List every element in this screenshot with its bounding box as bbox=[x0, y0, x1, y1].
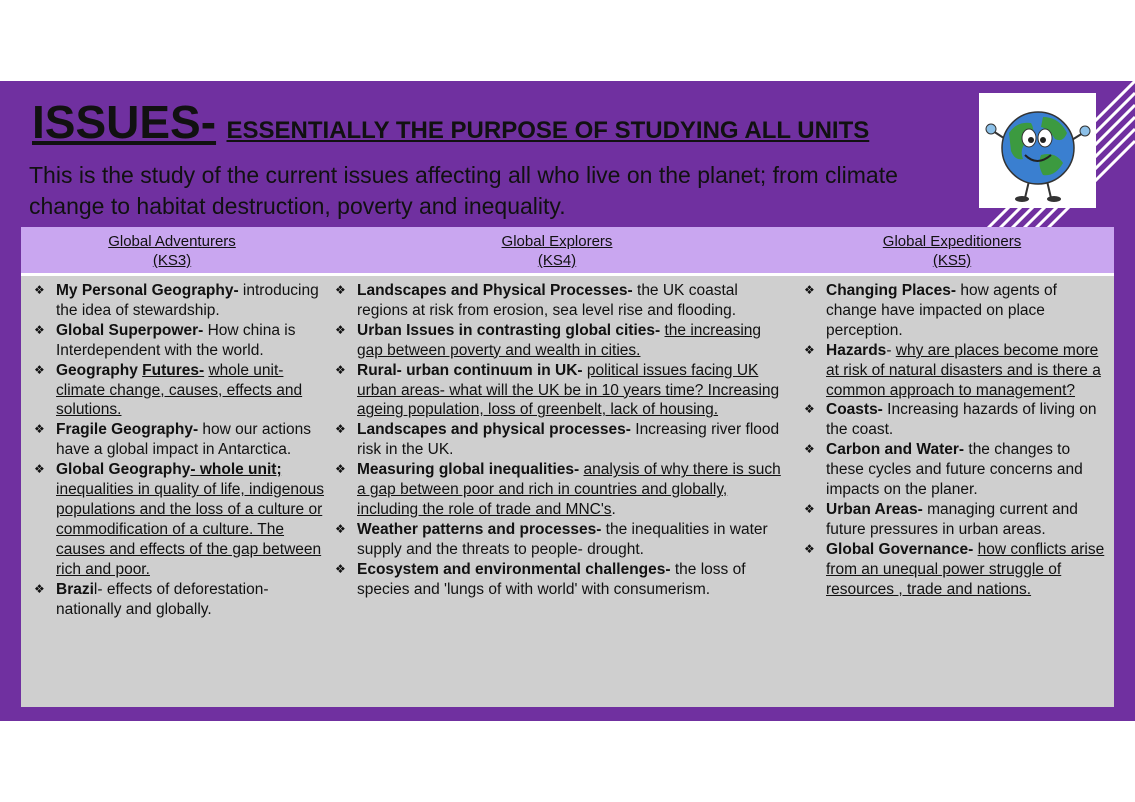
item-heading: My Personal Geography- bbox=[56, 282, 239, 299]
diamond-bullet-icon: ❖ bbox=[335, 322, 346, 337]
item-text: the UK coastal regions at risk from erosion, sea level rise and flooding. bbox=[357, 282, 738, 319]
item-heading: Global Superpower- bbox=[56, 321, 204, 339]
page-title bbox=[32, 95, 869, 149]
slide bbox=[0, 81, 1135, 721]
item-text: Increasing hazards of living on the coast. bbox=[826, 401, 1097, 439]
item-heading: Carbon and Water- bbox=[826, 441, 965, 459]
item-heading: Changing Places- bbox=[826, 282, 957, 299]
item-text: - bbox=[886, 341, 896, 359]
column-ks4-list bbox=[331, 281, 783, 600]
item-text: . bbox=[611, 500, 616, 518]
diamond-bullet-icon: ❖ bbox=[804, 442, 815, 457]
diamond-bullet-icon: ❖ bbox=[34, 462, 45, 477]
item-text: the increasing gap between poverty and wealth in cities. bbox=[357, 321, 762, 359]
item-heading: Hazards bbox=[826, 341, 887, 359]
diamond-bullet-icon: ❖ bbox=[335, 422, 346, 437]
diamond-bullet-icon: ❖ bbox=[34, 581, 45, 596]
diamond-bullet-icon: ❖ bbox=[34, 362, 45, 377]
item-text: the inequalities in water supply and the threats to people- drought. bbox=[357, 520, 768, 558]
list-item bbox=[800, 281, 1107, 341]
diamond-bullet-icon: ❖ bbox=[34, 322, 45, 337]
item-heading: Global Governance- bbox=[826, 540, 974, 558]
item-heading: Rural- urban continuum in UK- bbox=[357, 361, 583, 379]
intro-text: This is the study of the current issues affecting all who live on the planet; from climate change to habitat destruction, poverty and inequality. bbox=[29, 162, 898, 219]
item-text: how conflicts arise from an unequal power struggle of resources , trade and nations. bbox=[826, 540, 1105, 598]
diamond-bullet-icon: ❖ bbox=[804, 342, 815, 357]
item-heading: Brazi bbox=[56, 580, 94, 598]
item-text: why are places become more at risk of natural disasters and is there a common approach to management? bbox=[826, 341, 1101, 399]
diamond-bullet-icon: ❖ bbox=[804, 283, 815, 297]
diamond-bullet-icon: ❖ bbox=[335, 462, 346, 477]
diamond-bullet-icon: ❖ bbox=[335, 561, 346, 576]
table-header-row bbox=[21, 227, 1114, 273]
item-text: whole unit- climate change, causes, effects and solutions. bbox=[56, 361, 303, 419]
item-text: how agents of change have impacted on place perception. bbox=[826, 282, 1057, 339]
list-item bbox=[331, 420, 783, 460]
item-text: the changes to these cycles and future concerns and impacts on the planer. bbox=[826, 441, 1083, 499]
item-text: inequalities in quality of life, indigenous populations and the loss of a culture or commodification of a culture. The causes and effects of the gap between rich and poor. bbox=[56, 481, 324, 578]
list-item bbox=[30, 281, 330, 321]
diamond-bullet-icon: ❖ bbox=[804, 501, 815, 516]
item-heading: Geography bbox=[56, 361, 143, 379]
diamond-bullet-icon: ❖ bbox=[34, 422, 45, 437]
item-heading: Global Geography bbox=[56, 461, 191, 479]
item-text: how our actions have a global impact in Antarctica. bbox=[56, 421, 311, 459]
item-heading: Measuring global inequalities- bbox=[357, 461, 580, 479]
item-text: l- effects of deforestation- nationally and globally. bbox=[56, 580, 269, 618]
list-item bbox=[30, 321, 330, 361]
list-item bbox=[800, 540, 1107, 600]
item-text: Increasing river flood risk in the UK. bbox=[357, 421, 780, 459]
item-heading: Urban Areas- bbox=[826, 500, 923, 518]
item-text: managing current and future pressures in urban areas. bbox=[826, 500, 1078, 538]
list-item bbox=[30, 420, 330, 460]
list-item bbox=[30, 361, 330, 421]
earth-character-image bbox=[979, 93, 1096, 208]
list-item bbox=[331, 560, 783, 600]
item-text: the loss of species and 'lungs of with world' with consumerism. bbox=[357, 560, 746, 598]
diamond-bullet-icon: ❖ bbox=[34, 283, 45, 297]
list-item bbox=[331, 361, 783, 421]
diamond-bullet-icon: ❖ bbox=[335, 521, 346, 536]
list-item bbox=[331, 281, 783, 321]
item-heading: Ecosystem and environmental challenges- bbox=[357, 560, 671, 578]
earth-icon bbox=[979, 93, 1096, 208]
list-item bbox=[331, 520, 783, 560]
item-heading: Landscapes and physical processes- bbox=[357, 421, 631, 439]
item-heading: Urban Issues in contrasting global cities- bbox=[357, 321, 661, 339]
list-item bbox=[800, 341, 1107, 401]
title-main: ISSUES- bbox=[32, 96, 217, 148]
item-heading: Weather patterns and processes- bbox=[357, 520, 602, 538]
list-item bbox=[800, 400, 1107, 440]
item-heading: Futures- bbox=[142, 361, 205, 379]
diamond-bullet-icon: ❖ bbox=[804, 402, 815, 417]
list-item bbox=[30, 580, 330, 620]
list-item bbox=[331, 460, 783, 520]
item-heading: Fragile Geography- bbox=[56, 421, 199, 439]
column-ks5-list bbox=[800, 281, 1107, 600]
list-item bbox=[331, 321, 783, 361]
units-table bbox=[21, 227, 1114, 707]
list-item bbox=[30, 460, 330, 579]
list-item bbox=[800, 440, 1107, 500]
item-text: analysis of why there is such a gap between poor and rich in countries and globally, including the role of trade and MNC's bbox=[357, 461, 781, 518]
column-heading-ks5: Global Expeditioners (KS5) bbox=[882, 233, 1022, 269]
diamond-bullet-icon: ❖ bbox=[804, 541, 815, 556]
title-subtitle: ESSENTIALLY THE PURPOSE OF STUDYING ALL UNITS bbox=[226, 117, 870, 144]
item-heading: Coasts- bbox=[826, 401, 883, 419]
item-heading: Landscapes and Physical Processes- bbox=[357, 282, 633, 299]
column-heading-ks3: Global Adventurers (KS3) bbox=[108, 233, 236, 269]
item-text: introducing the idea of stewardship. bbox=[56, 282, 319, 319]
item-heading: - whole unit; bbox=[190, 461, 282, 479]
column-ks3-list bbox=[30, 281, 330, 619]
list-item bbox=[800, 500, 1107, 540]
diamond-bullet-icon: ❖ bbox=[335, 362, 346, 377]
diamond-bullet-icon: ❖ bbox=[335, 283, 346, 297]
item-text: political issues facing UK urban areas- what will the UK be in 10 years time? Increasing ageing population, loss of greenbelt, lack of housing. bbox=[357, 361, 780, 419]
item-text: How china is Interdependent with the world. bbox=[56, 321, 296, 359]
column-heading-ks4: Global Explorers (KS4) bbox=[501, 233, 613, 269]
